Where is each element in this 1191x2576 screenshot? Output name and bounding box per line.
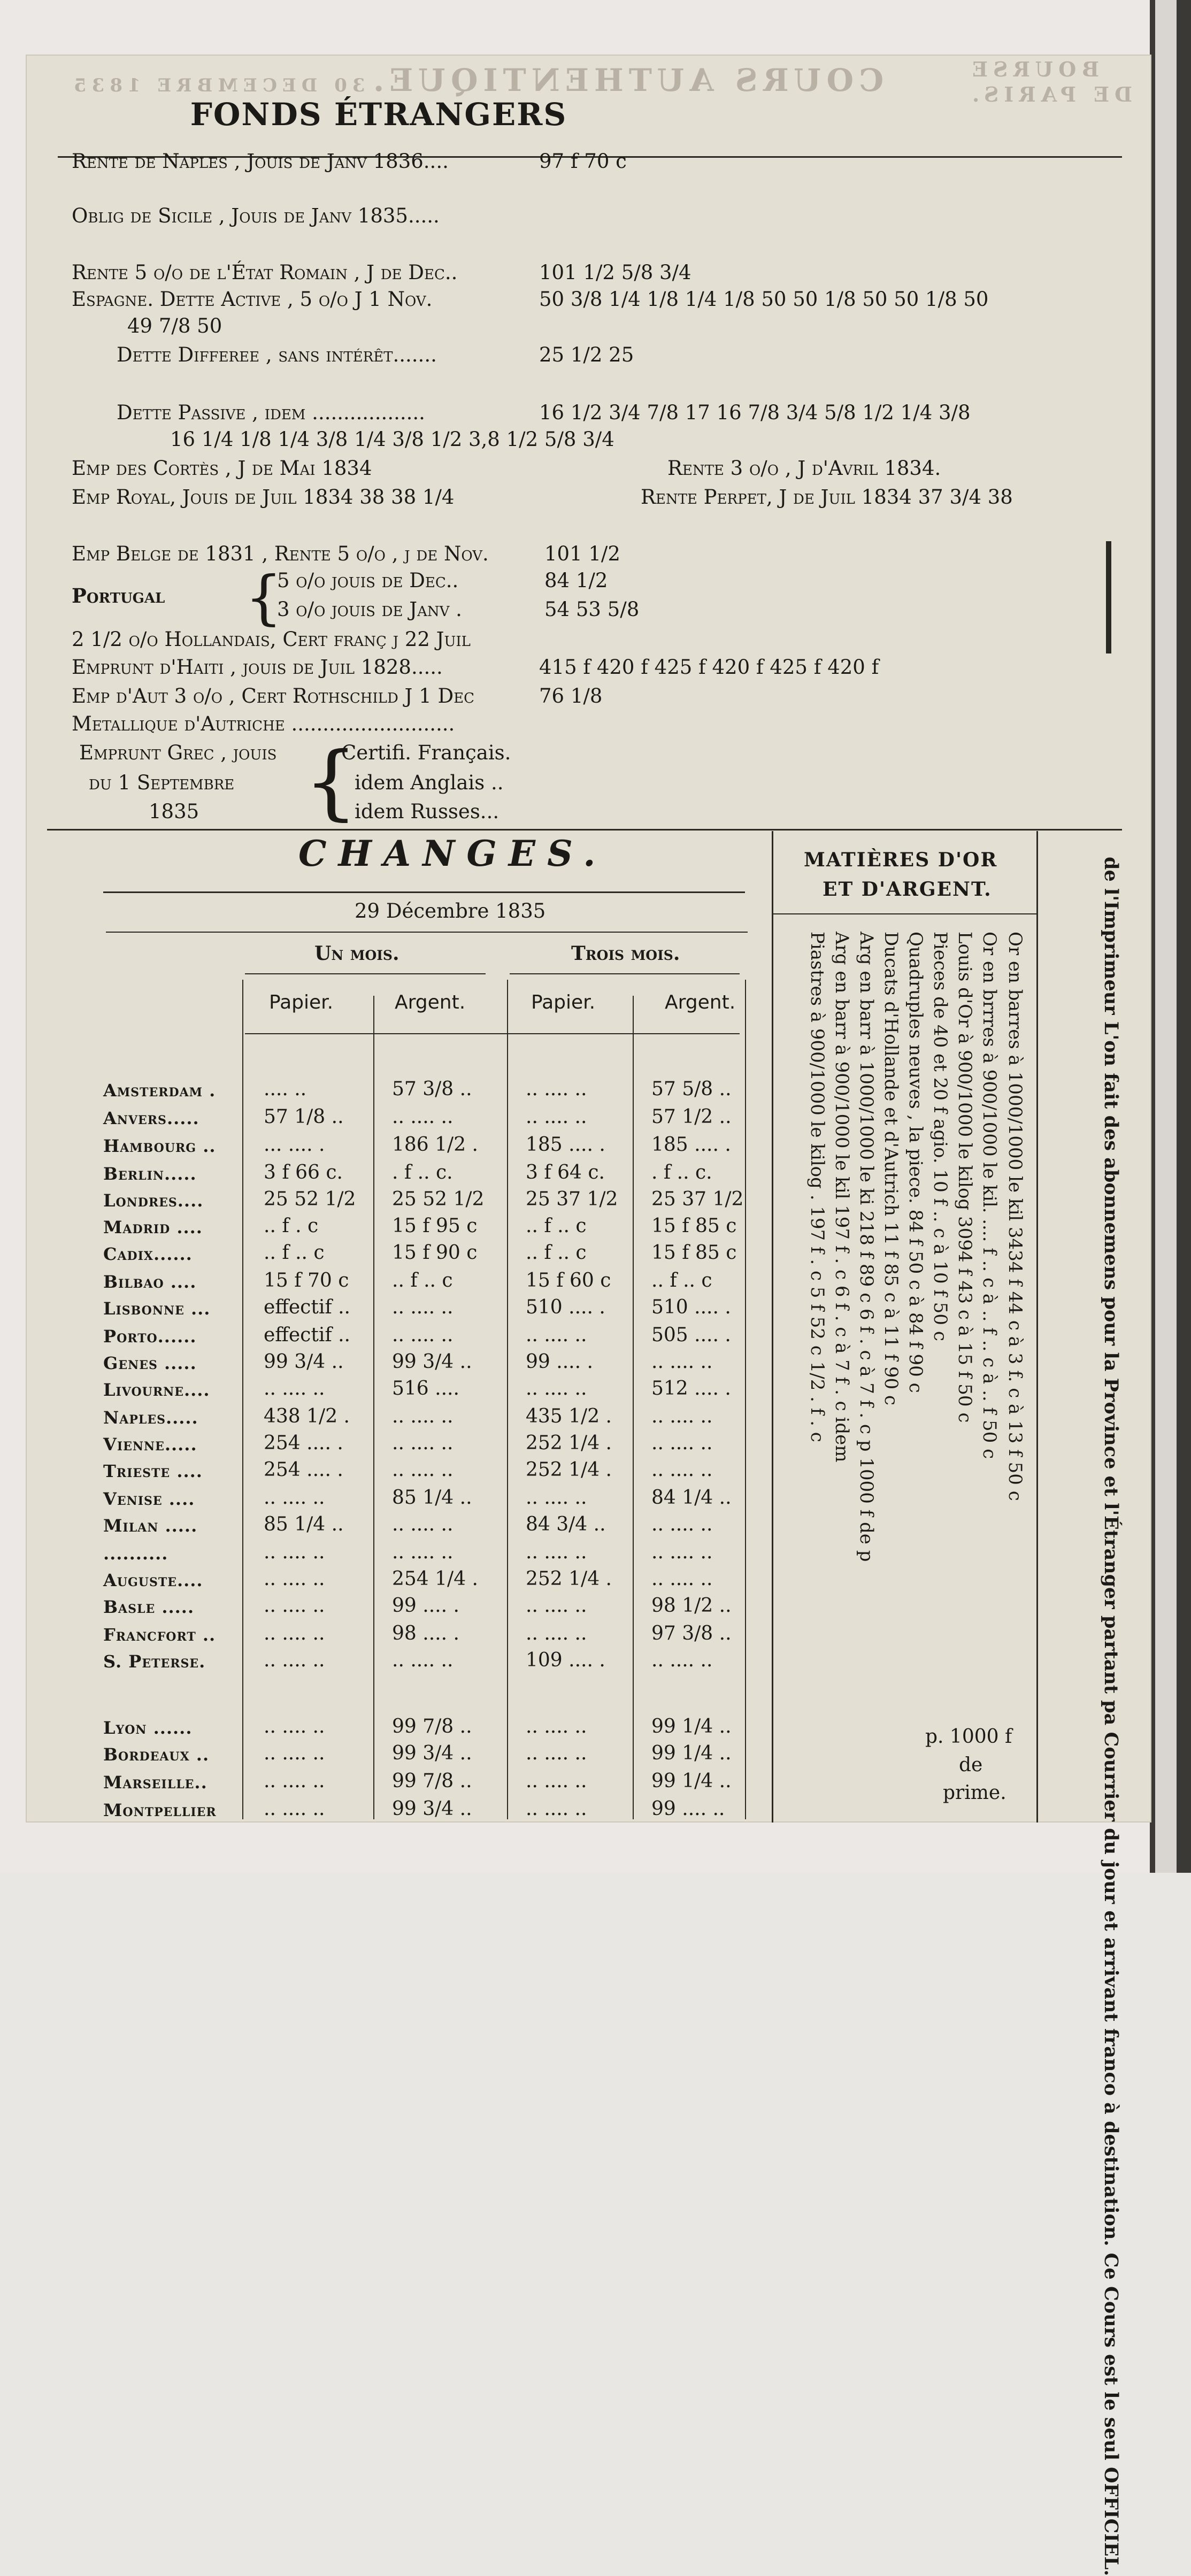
fonds-label: Dette Differee , sans intérêt.......: [117, 343, 437, 366]
exchange-rate-cell: .. .... ..: [392, 1513, 454, 1535]
exchange-rate-cell: .. .... ..: [651, 1649, 713, 1671]
papier-header: Papier.: [269, 991, 334, 1013]
exchange-place: Anvers.....: [103, 1108, 199, 1128]
fonds-label: Emprunt Grec , jouis: [79, 741, 277, 764]
changes-rule: [103, 891, 745, 893]
exchange-rate-cell: 510 .... .: [651, 1296, 731, 1318]
fonds-continuation: 16 1/4 1/8 1/4 3/8 1/4 3/8 1/2 3,8 1/2 5/8 3/4: [170, 428, 614, 451]
matieres-item: Arg en barr à 1000/1000 le ki 218 f 89 c 6 f . c à 7 f . c p 1000 f de p: [856, 932, 877, 1562]
date-rule: [106, 932, 748, 933]
fonds-value: 84 1/2: [544, 569, 608, 592]
exchange-rate-cell: .. .... ..: [651, 1513, 713, 1535]
side-note: de l'Imprimeur L'on fait des abonnemens pour la Province et l'Étranger partant pa Courrier du jour et arrivant franco à destination. Ce Cours est le seul OFFICIEL.: [1100, 857, 1122, 2576]
exchange-rate-cell: 99 3/4 ..: [392, 1351, 472, 1373]
exchange-rate-cell: 254 .... .: [264, 1432, 343, 1454]
fonds-label: du 1 Septembre: [89, 771, 235, 794]
exchange-rate-cell: 516 ....: [392, 1378, 459, 1400]
exchange-rate-cell: .. .... ..: [392, 1541, 454, 1563]
matieres-item: Or en barres à 1000/1000 le kil 3434 f 44 c à 3 f. c à 13 f 50 c: [1004, 932, 1026, 1501]
exchange-place: Lisbonne ...: [103, 1298, 211, 1319]
brace: {: [245, 563, 282, 632]
exchange-rate-cell: 185 .... .: [526, 1134, 605, 1156]
fonds-value: 101 1/2 5/8 3/4: [539, 261, 691, 284]
argent-header: Argent.: [665, 991, 736, 1013]
trois-mois-rule: [510, 973, 740, 974]
exchange-rate-cell: 186 1/2 .: [392, 1134, 478, 1156]
offset-bourse: BOURSE: [967, 57, 1100, 81]
exchange-place: Genes .....: [103, 1353, 197, 1373]
papier-header: Papier.: [531, 991, 596, 1013]
exchange-rate-cell: 99 7/8 ..: [392, 1716, 472, 1737]
exchange-place: Porto......: [103, 1326, 197, 1347]
fonds-label: Emp des Cortès , J de Mai 1834: [72, 457, 372, 480]
exchange-rate-cell: .. .... ..: [651, 1459, 713, 1481]
exchange-rate-cell: 254 1/4 .: [392, 1568, 478, 1590]
exchange-rate-cell: .. .... ..: [526, 1595, 587, 1617]
matieres-column-rule: [772, 831, 773, 1823]
prime-line: prime.: [943, 1782, 1006, 1804]
exchange-place: Londres....: [103, 1190, 204, 1211]
exchange-place: ..........: [103, 1543, 168, 1564]
exchange-rate-cell: .. .... ..: [651, 1351, 713, 1373]
table-rule: [507, 980, 508, 1819]
fonds-value: 25 1/2 25: [539, 343, 634, 366]
exchange-place: Montpellier: [103, 1800, 217, 1820]
exchange-rate-cell: 98 1/2 ..: [651, 1595, 732, 1617]
exchange-place: Marseille..: [103, 1772, 208, 1793]
exchange-rate-cell: 57 3/8 ..: [392, 1078, 472, 1100]
exchange-rate-cell: ... .... .: [264, 1134, 325, 1156]
exchange-place: Hambourg ..: [103, 1136, 216, 1156]
exchange-rate-cell: 15 f 95 c: [392, 1215, 478, 1237]
fonds-value: 16 1/2 3/4 7/8 17 16 7/8 3/4 5/8 1/2 1/4 3/8: [539, 401, 971, 424]
exchange-place: S. Peterse.: [103, 1651, 206, 1672]
fonds-value: Rente 3 o/o , J d'Avril 1834.: [667, 457, 941, 480]
exchange-rate-cell: 252 1/4 .: [526, 1432, 612, 1454]
matieres-item: Louis d'Or à 900/1000 le kilog 3094 f 43 c à 15 f 50 c: [954, 932, 975, 1423]
exchange-rate-cell: 510 .... .: [526, 1296, 605, 1318]
fonds-label: Dette Passive , idem ..................: [117, 401, 425, 424]
fonds-label: Metallique d'Autriche ..........................: [72, 712, 455, 735]
exchange-rate-cell: 98 .... .: [392, 1623, 459, 1644]
exchange-rate-cell: 185 .... .: [651, 1134, 731, 1156]
exchange-rate-cell: 252 1/4 .: [526, 1568, 612, 1590]
exchange-rate-cell: .. .... ..: [526, 1106, 587, 1128]
fonds-value: 415 f 420 f 425 f 420 f 425 f 420 f: [539, 656, 879, 679]
exchange-rate-cell: .. .... ..: [526, 1378, 587, 1400]
exchange-rate-cell: 15 f 85 c: [651, 1215, 737, 1237]
exchange-rate-cell: .. .... ..: [651, 1541, 713, 1563]
exchange-rate-cell: .. .... ..: [264, 1541, 325, 1563]
exchange-rate-cell: 57 1/8 ..: [264, 1106, 344, 1128]
exchange-rate-cell: 505 .... .: [651, 1324, 731, 1346]
fonds-label: Espagne. Dette Active , 5 o/o J 1 Nov.: [72, 288, 433, 311]
exchange-rate-cell: .. .... ..: [264, 1798, 325, 1820]
exchange-rate-cell: 3 f 66 c.: [264, 1162, 343, 1183]
fonds-value: Rente Perpet, J de Juil 1834 37 3/4 38: [641, 486, 1013, 509]
exchange-rate-cell: 252 1/4 .: [526, 1459, 612, 1481]
fonds-label: Rente de Naples , Jouis de Janv 1836....: [72, 150, 449, 173]
exchange-rate-cell: .. .... ..: [651, 1432, 713, 1454]
changes-date: 29 Décembre 1835: [355, 899, 546, 922]
col-header-rule: [245, 1033, 740, 1034]
exchange-rate-cell: 84 1/4 ..: [651, 1487, 732, 1509]
exchange-place: Vienne.....: [103, 1434, 197, 1455]
exchange-rate-cell: .. .... ..: [264, 1378, 325, 1400]
exchange-rate-cell: 99 1/4 ..: [651, 1742, 732, 1764]
exchange-rate-cell: 84 3/4 ..: [526, 1513, 606, 1535]
exchange-place: Francfort ..: [103, 1625, 216, 1645]
matieres-title: ET D'ARGENT.: [823, 878, 992, 901]
table-rule: [373, 996, 374, 1819]
exchange-rate-cell: .. .... ..: [526, 1324, 587, 1346]
exchange-rate-cell: .. .... ..: [526, 1487, 587, 1509]
prime-line: p. 1000 f: [925, 1726, 1012, 1748]
matieres-item: Arg en barr à 900/1000 le kil 197 f . c 6 f . c à 7 f . c idem: [831, 932, 852, 1463]
exchange-rate-cell: .. .... ..: [264, 1568, 325, 1590]
exchange-rate-cell: .. f . c: [264, 1215, 319, 1237]
fonds-label: 5 o/o jouis de Dec..: [277, 569, 459, 592]
exchange-rate-cell: .. f .. c: [651, 1270, 712, 1291]
note-column-rule: [1036, 831, 1038, 1823]
exchange-rate-cell: .. .... ..: [651, 1405, 713, 1427]
exchange-rate-cell: .. .... ..: [392, 1405, 454, 1427]
fonds-label: 2 1/2 o/o Hollandais, Cert franç j 22 Juil: [72, 628, 471, 651]
exchange-rate-cell: .. .... ..: [392, 1296, 454, 1318]
fonds-continuation: 49 7/8 50: [127, 314, 222, 337]
exchange-place: Naples.....: [103, 1408, 198, 1428]
exchange-rate-cell: 25 52 1/2: [392, 1188, 485, 1210]
fonds-value: 101 1/2: [544, 542, 620, 565]
fonds-value: 50 3/8 1/4 1/8 1/4 1/8 50 50 1/8 50 50 1/8 50: [539, 288, 989, 311]
exchange-place: Basle .....: [103, 1597, 195, 1617]
exchange-rate-cell: .. f .. c: [526, 1242, 587, 1264]
exchange-rate-cell: .. .... ..: [392, 1459, 454, 1481]
exchange-place: Venise ....: [103, 1489, 195, 1509]
margin-mark: [1106, 541, 1111, 653]
fonds-value: idem Russes...: [355, 800, 500, 823]
exchange-rate-cell: 512 .... .: [651, 1378, 731, 1400]
exchange-rate-cell: 99 3/4 ..: [392, 1742, 472, 1764]
exchange-rate-cell: .. f .. c: [264, 1242, 325, 1264]
exchange-rate-cell: 15 f 90 c: [392, 1242, 478, 1264]
exchange-place: Bilbao ....: [103, 1272, 197, 1292]
fonds-label: Emp Belge de 1831 , Rente 5 o/o , j de Nov.: [72, 542, 489, 565]
matieres-item: Pieces de 40 et 20 f agio. 10 f .. c à 10 f 50 c: [929, 932, 951, 1341]
exchange-rate-cell: 3 f 64 c.: [526, 1162, 605, 1183]
exchange-rate-cell: 109 .... .: [526, 1649, 605, 1671]
fonds-value: 54 53 5/8: [544, 598, 640, 621]
exchange-rate-cell: 85 1/4 ..: [264, 1513, 344, 1535]
exchange-place: Bordeaux ..: [103, 1744, 210, 1765]
document-page: [26, 55, 1151, 2576]
exchange-rate-cell: 57 1/2 ..: [651, 1106, 732, 1128]
exchange-rate-cell: .. .... ..: [392, 1324, 454, 1346]
exchange-rate-cell: 99 .... .: [392, 1595, 459, 1617]
page-edge-inner: [1155, 0, 1177, 1873]
exchange-rate-cell: .. .... ..: [392, 1432, 454, 1454]
fonds-value: 76 1/8: [539, 685, 603, 708]
fonds-label: 3 o/o jouis de Janv .: [277, 598, 462, 621]
exchange-rate-cell: 99 1/4 ..: [651, 1770, 732, 1792]
exchange-rate-cell: .. .... ..: [526, 1798, 587, 1820]
exchange-rate-cell: .. .... ..: [526, 1742, 587, 1764]
exchange-rate-cell: .. .... ..: [526, 1623, 587, 1644]
exchange-rate-cell: .. f .. c: [526, 1215, 587, 1237]
fonds-value: idem Anglais ..: [355, 771, 504, 794]
exchange-place: Cadix......: [103, 1244, 193, 1264]
exchange-rate-cell: .... ..: [264, 1078, 307, 1100]
exchange-place: Berlin.....: [103, 1164, 197, 1184]
exchange-rate-cell: .. .... ..: [526, 1078, 587, 1100]
exchange-rate-cell: .. .... ..: [526, 1716, 587, 1737]
matieres-item: Ducats d'Hollande et d'Autrich 11 f 85 c à 11 f 90 c: [880, 932, 902, 1405]
fonds-label: Portugal: [72, 584, 165, 608]
exchange-rate-cell: 15 f 85 c: [651, 1242, 737, 1264]
fonds-label: Emp Royal, Jouis de Juil 1834 38 38 1/4: [72, 486, 455, 509]
exchange-rate-cell: .. .... ..: [526, 1770, 587, 1792]
exchange-rate-cell: 254 .... .: [264, 1459, 343, 1481]
fonds-label: Oblig de Sicile , Jouis de Janv 1835.....: [72, 204, 440, 227]
offset-date: 30 DECEMBRE 1835: [68, 75, 365, 96]
exchange-rate-cell: effectif ..: [264, 1324, 350, 1346]
exchange-place: Madrid ....: [103, 1217, 203, 1237]
exchange-rate-cell: 15 f 70 c: [264, 1270, 349, 1291]
exchange-rate-cell: 99 .... ..: [651, 1798, 725, 1820]
exchange-place: Trieste ....: [103, 1461, 203, 1481]
exchange-place: Lyon ......: [103, 1718, 193, 1738]
exchange-rate-cell: .. .... ..: [392, 1106, 454, 1128]
exchange-rate-cell: 99 3/4 ..: [392, 1798, 472, 1820]
offset-paris: DE PARIS.: [967, 82, 1133, 106]
exchange-rate-cell: .. .... ..: [392, 1649, 454, 1671]
page-title: FONDS ÉTRANGERS: [190, 96, 567, 133]
exchange-rate-cell: . f .. c.: [651, 1162, 712, 1183]
fonds-value: 97 f 70 c: [539, 150, 627, 173]
un-mois-rule: [245, 973, 486, 974]
prime-line: de: [959, 1754, 983, 1776]
fonds-label: Rente 5 o/o de l'État Romain , J de Dec..: [72, 261, 458, 284]
exchange-rate-cell: 25 37 1/2: [651, 1188, 744, 1210]
exchange-rate-cell: 99 1/4 ..: [651, 1716, 732, 1737]
fonds-value: Certifi. Français.: [341, 741, 511, 764]
matieres-item: Quadruples neuves , la piece. 84 f 50 c à 84 f 90 c: [905, 932, 926, 1393]
exchange-rate-cell: 99 7/8 ..: [392, 1770, 472, 1792]
table-rule: [242, 980, 243, 1819]
exchange-rate-cell: 15 f 60 c: [526, 1270, 611, 1291]
exchange-rate-cell: .. f .. c: [392, 1270, 453, 1291]
exchange-rate-cell: 25 52 1/2: [264, 1188, 356, 1210]
exchange-place: Auguste....: [103, 1570, 203, 1590]
exchange-place: Livourne....: [103, 1380, 210, 1400]
exchange-rate-cell: .. .... ..: [264, 1770, 325, 1792]
exchange-place: Milan .....: [103, 1516, 198, 1536]
exchange-rate-cell: 99 .... .: [526, 1351, 593, 1373]
exchange-place: Amsterdam .: [103, 1080, 216, 1101]
matieres-rule: [773, 913, 1036, 914]
table-rule: [633, 996, 634, 1819]
exchange-rate-cell: .. .... ..: [264, 1595, 325, 1617]
exchange-rate-cell: 85 1/4 ..: [392, 1487, 472, 1509]
exchange-rate-cell: . f .. c.: [392, 1162, 453, 1183]
fonds-label: Emprunt d'Haiti , jouis de Juil 1828.....: [72, 656, 443, 679]
offset-text: COURS AUTHENTIQUE.: [368, 62, 884, 98]
exchange-rate-cell: .. .... ..: [264, 1623, 325, 1644]
exchange-rate-cell: .. .... ..: [526, 1541, 587, 1563]
argent-header: Argent.: [395, 991, 466, 1013]
fonds-label: 1835: [149, 800, 199, 823]
matieres-item: Piastres à 900/1000 le kilog . 197 f . c 5 f 52 c 1/2 . f . c: [806, 932, 828, 1442]
exchange-rate-cell: 99 3/4 ..: [264, 1351, 344, 1373]
un-mois-header: Un mois.: [314, 942, 399, 965]
section-rule: [47, 829, 1122, 831]
exchange-rate-cell: 57 5/8 ..: [651, 1078, 732, 1100]
exchange-rate-cell: effectif ..: [264, 1296, 350, 1318]
exchange-rate-cell: 25 37 1/2: [526, 1188, 618, 1210]
exchange-rate-cell: 435 1/2 .: [526, 1405, 612, 1427]
exchange-rate-cell: 438 1/2 .: [264, 1405, 350, 1427]
matieres-item: Or en brrres à 900/1000 le kil. .... f .. c à .. f .. c à .. f 50 c: [979, 932, 1000, 1459]
exchange-rate-cell: 97 3/8 ..: [651, 1623, 732, 1644]
exchange-rate-cell: .. .... ..: [264, 1742, 325, 1764]
exchange-rate-cell: .. .... ..: [651, 1568, 713, 1590]
brace: {: [304, 734, 358, 829]
table-rule: [745, 980, 746, 1819]
exchange-rate-cell: .. .... ..: [264, 1487, 325, 1509]
trois-mois-header: Trois mois.: [571, 942, 680, 965]
fonds-label: Emp d'Aut 3 o/o , Cert Rothschild J 1 Dec: [72, 685, 474, 708]
changes-title: CHANGES.: [298, 833, 608, 874]
matieres-title: MATIÈRES D'OR: [804, 849, 998, 871]
exchange-rate-cell: .. .... ..: [264, 1649, 325, 1671]
exchange-rate-cell: .. .... ..: [264, 1716, 325, 1737]
